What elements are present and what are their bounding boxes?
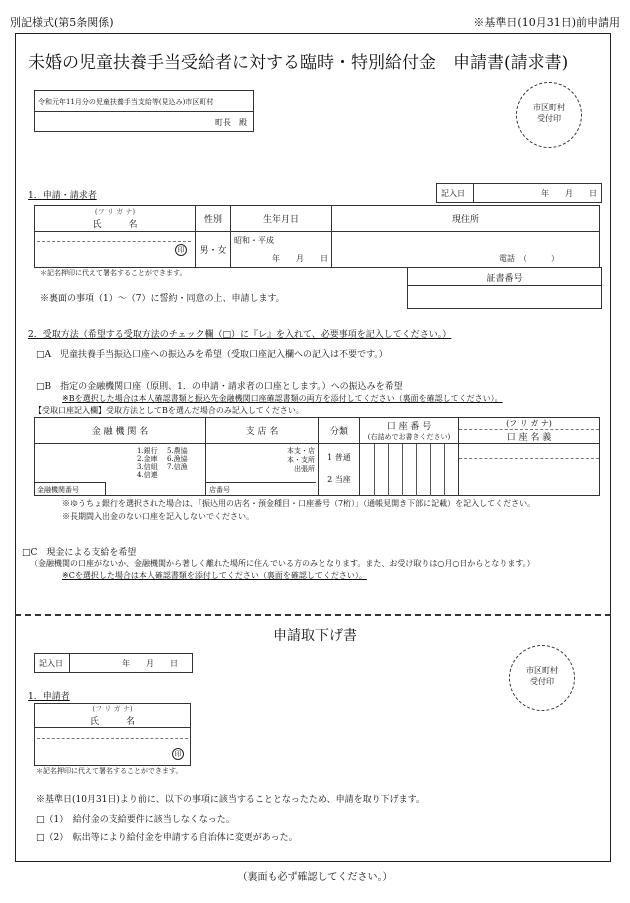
- address-field[interactable]: [332, 232, 600, 268]
- address-label: 現住所: [332, 206, 600, 232]
- col-bank: 金 融 機 関 名: [35, 418, 206, 444]
- withdrawal-date-label: 記入日: [39, 659, 63, 668]
- birth-era: 昭和・平成: [234, 236, 274, 245]
- sex-value[interactable]: 男・女: [196, 232, 231, 268]
- withdrawal-stamp-line2: 受付印: [530, 677, 554, 686]
- birth-label: 生年月日: [231, 206, 332, 232]
- sign-note: ＊記名押印に代えて署名することができます。: [40, 269, 187, 277]
- option-c-note: （金融機関の口座がないか、金融機関から著しく離れた場所に住んでいる方のみとなります。また、お受け取りは○月○日からとなります。）: [30, 559, 535, 568]
- holder-field[interactable]: [459, 444, 600, 496]
- option-c-note2: ※Cを選択した場合は本人確認書類を添付してください（裏面を確認してください）。: [62, 571, 367, 580]
- withdrawal-stamp: [509, 645, 575, 711]
- record-date-value: 年 月 日: [541, 189, 597, 198]
- option-b[interactable]: □B 指定の金融機関口座（原則、1．の申請・請求者の口座とします。）への振込みを希望: [36, 382, 403, 392]
- phone-label: 電話 （ ）: [499, 254, 559, 263]
- page-title: 未婚の児童扶養手当受給者に対する臨時・特別給付金 申請書(請求書): [28, 53, 569, 73]
- bank-types-col2: 5.農協 6.漁協 7.信漁: [167, 447, 188, 471]
- col-branch: 支 店 名: [206, 418, 319, 444]
- withdrawal-name-label: 氏 名: [89, 717, 135, 727]
- withdrawal-seal: 印: [172, 748, 184, 760]
- section2-title: 2．受取方法（希望する受取方法のチェック欄（□）に『レ』を入れて、必要事項を記入してください。）: [28, 330, 452, 340]
- withdrawal-name-table: [34, 703, 191, 766]
- addressee-line1: 令和元年11月分の児童扶養手当支給等(見込み)市区町村: [38, 98, 214, 106]
- bank-field[interactable]: [35, 444, 206, 496]
- cut-line: [15, 614, 611, 616]
- seal-mark: 印: [175, 244, 187, 256]
- applicant-table: [34, 205, 600, 268]
- withdrawal-furigana: (フ リ ガ ナ): [92, 705, 133, 713]
- acct-type-2: 2 当座: [327, 475, 351, 484]
- withdrawal-section-title: 1．申請者: [28, 692, 70, 702]
- furigana-label: (フ リ ガ ナ): [94, 208, 136, 216]
- note-longterm: ※長期間入出金のない口座を記入しないでください。: [62, 512, 254, 521]
- option-a[interactable]: □A 児童扶養手当振込口座への振込みを希望（受取口座記入欄への記入は不要です。）: [36, 350, 388, 360]
- col-number: 口 座 番 号: [386, 422, 432, 432]
- branch-field[interactable]: [206, 444, 319, 496]
- withdrawal-statement: ※基準日(10月31日)より前に、以下の事項に該当することとなったため、申請を取り下げます。: [36, 795, 425, 805]
- withdrawal-date-value: 年 月 日: [122, 659, 178, 668]
- cert-box[interactable]: [407, 267, 602, 309]
- account-header: 【受取口座記入欄】受取方法としてBを選んだ場合のみ記入してください。: [34, 406, 304, 415]
- withdrawal-date-box[interactable]: [34, 653, 193, 673]
- addressee-line2: 町長 殿: [215, 118, 247, 127]
- bank-code-label: 金融機関番号: [37, 486, 79, 494]
- record-date-label: 記入日: [441, 189, 465, 198]
- reception-stamp: [516, 82, 582, 148]
- withdrawal-sign-note: ＊記名押印に代えて署名することができます。: [36, 767, 183, 775]
- form-label: 別記様式(第5条関係): [10, 16, 114, 29]
- account-table: [34, 417, 600, 496]
- pledge-text: ※裏面の事項（1）～（7）に誓約・同意の上、申請します。: [40, 294, 285, 304]
- name-field[interactable]: [35, 232, 196, 268]
- note-yucho: ※ゆうちょ銀行を選択された場合は、「振込用の店名・預金種目・口座番号（7桁）」（通帳見開き下部に記載）を記入してください。: [62, 499, 536, 508]
- header-note: ※基準日(10月31日)前申請用: [473, 16, 620, 29]
- birth-ymd: 年 月 日: [272, 254, 328, 263]
- footer-note: （裏面も必ず確認してください。）: [237, 872, 393, 883]
- stamp-line2: 受付印: [537, 114, 561, 123]
- stamp-line1: 市区町村: [533, 103, 565, 112]
- birth-field[interactable]: [231, 232, 332, 268]
- withdrawal-stamp-line1: 市区町村: [526, 666, 558, 675]
- acct-type-field[interactable]: [319, 444, 360, 496]
- col-type: 分類: [319, 418, 360, 444]
- withdrawal-title: 申請取下げ書: [273, 628, 357, 644]
- section1-title: 1．申請・請求者: [28, 191, 97, 201]
- addressee-box: [34, 90, 254, 132]
- bank-types-col1: 1.銀行 2.金庫 3.信組 4.信連: [137, 447, 158, 479]
- name-label: 氏 名: [92, 220, 138, 230]
- record-date-box[interactable]: [436, 183, 602, 203]
- sex-label: 性別: [196, 206, 231, 232]
- withdrawal-item-2[interactable]: □（2） 転出等により給付金を申請する自治体に変更があった。: [36, 833, 298, 843]
- account-number-field[interactable]: [360, 444, 459, 496]
- col-holder: 口 座 名 義: [506, 433, 552, 443]
- withdrawal-name-field[interactable]: [35, 728, 191, 766]
- option-b-note: ※Bを選択した場合は本人確認書類と振込先金融機関口座確認書類の両方を添付してください（裏面を確認してください）。: [62, 394, 503, 403]
- acct-type-1: 1 普通: [327, 453, 351, 462]
- branch-code-label: 店番号: [209, 486, 230, 494]
- col-holder-kana: (フ リ ガ ナ): [459, 418, 599, 430]
- withdrawal-item-1[interactable]: □（1） 給付金の支給要件に該当しなくなった。: [36, 815, 235, 825]
- branch-types: 本支・店 本・支所 出張所: [287, 447, 315, 473]
- option-c[interactable]: □C 現金による支給を希望: [22, 548, 137, 558]
- cert-label: 証書番号: [486, 274, 523, 284]
- col-number-sub: (右詰めでお書きください): [367, 433, 451, 441]
